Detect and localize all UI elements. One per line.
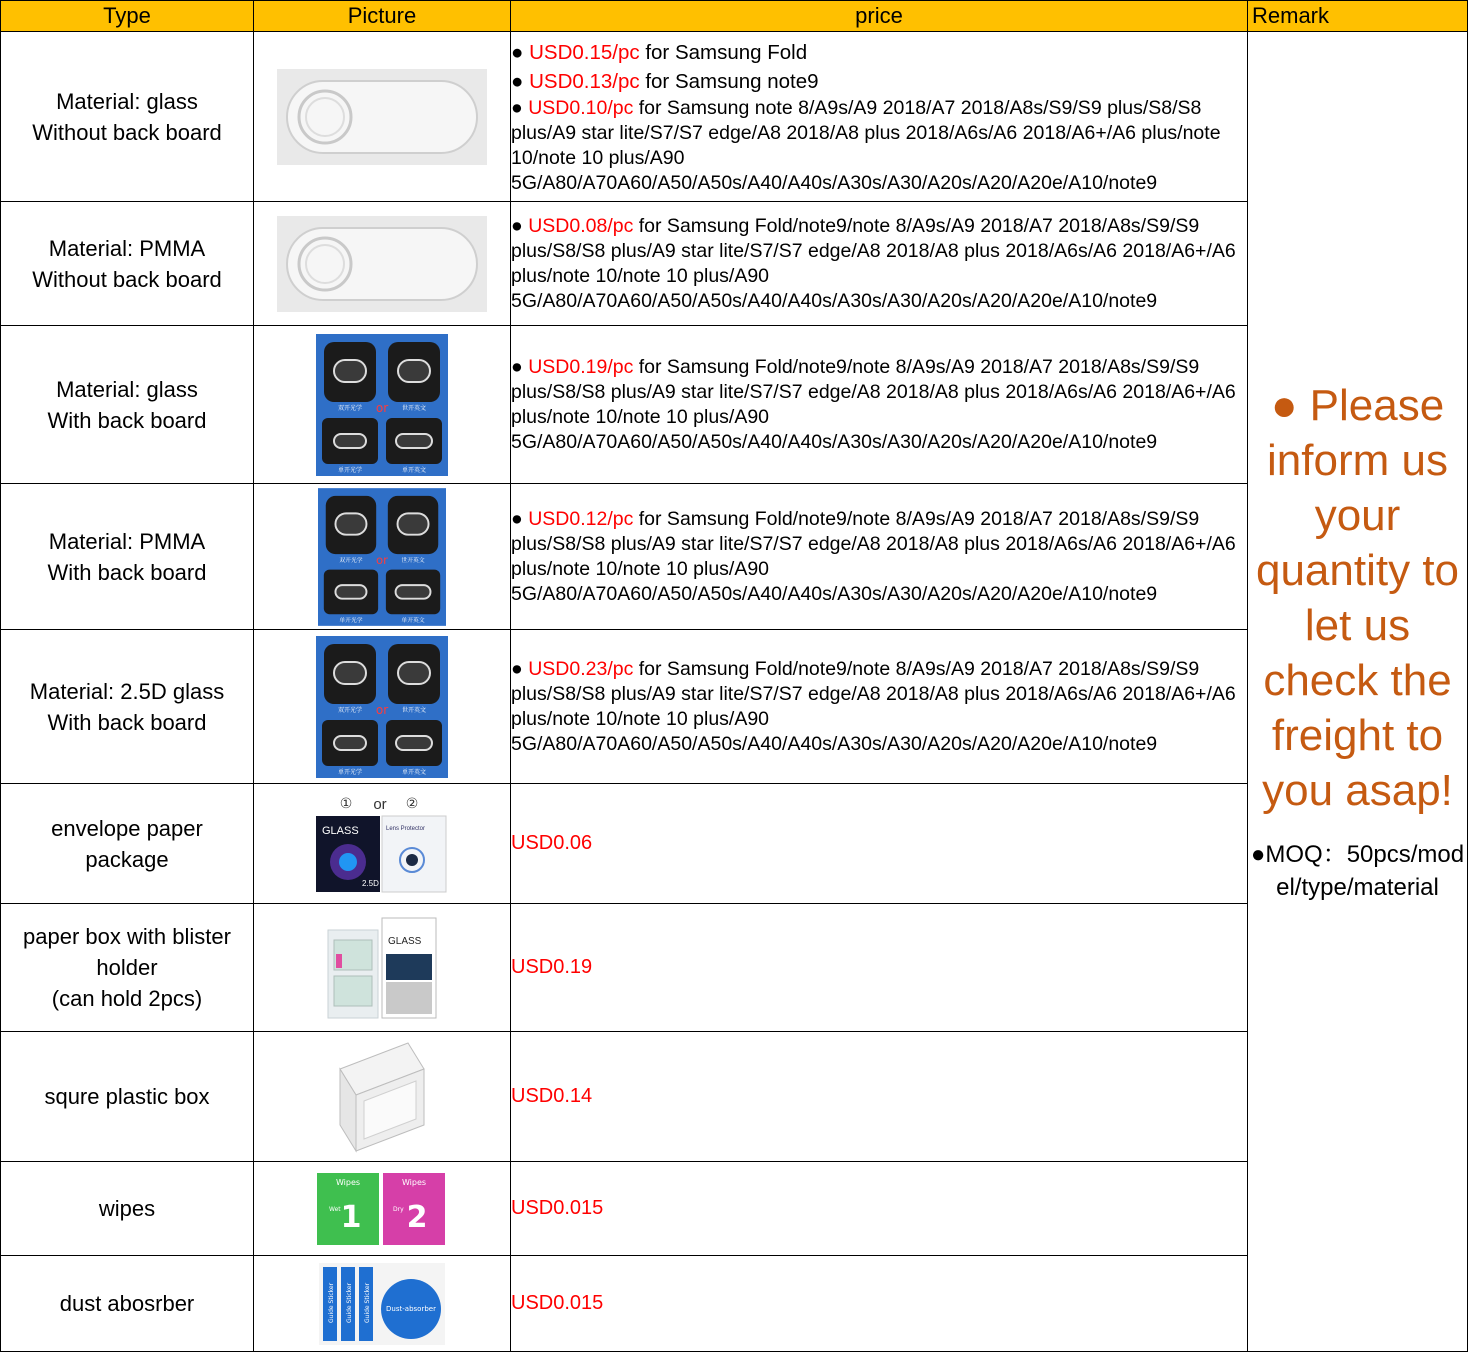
type-cell [1, 1162, 254, 1256]
lens-film-glass-image [277, 69, 487, 165]
price-cell [511, 484, 1248, 630]
table-row [1, 484, 1468, 630]
lens-film-pmma-image [277, 216, 487, 312]
back-board-pmma-image [318, 487, 446, 627]
picture-cell [254, 630, 511, 784]
svg-text:Dry: Dry [393, 1205, 404, 1213]
table-row [1, 630, 1468, 784]
svg-text:Wipes: Wipes [401, 1177, 427, 1187]
picture-cell [254, 1162, 511, 1256]
type-line: With back board [47, 559, 207, 585]
back-board-25d-glass-image [316, 636, 448, 778]
type-line: With back board [47, 407, 207, 433]
picture-cell [254, 32, 511, 202]
plastic-box-image [334, 1039, 430, 1155]
picture-cell [254, 1032, 511, 1162]
svg-text:Dust-absorber: Dust-absorber [386, 1304, 436, 1313]
svg-text:Guide Sticker: Guide Sticker [328, 1282, 335, 1323]
price-cell [511, 1162, 1248, 1256]
svg-text:2: 2 [406, 1199, 428, 1235]
svg-text:双开光学: 双开光学 [337, 706, 363, 714]
type-line: Material: PMMA [48, 528, 206, 554]
type-cell [1, 484, 254, 630]
price-value: USD0.19 [511, 956, 593, 978]
svg-text:or: or [376, 552, 388, 567]
price-line: ● USD0.10/pc for Samsung note 8/A9s/A9 2018/A7 2018/A8s/S9/S9 plus/S8/S8 plus/A9 star lite/S7/S7 edge/A8 2018/A8 plus 2018/A6s/A6 2018/A6+/A6 plus/note 10/note 10 plus/A90 5G/A80/A70A60/A50/A50s/A40/A40s/A30s/A30/A20s/A20/A20e/A10/note9 [511, 96, 1221, 194]
svg-text:②: ② [405, 795, 419, 812]
remark-message: ● Please inform us your quantity to let us check the freight to you asap! [1255, 381, 1460, 815]
price-line: ● USD0.12/pc for Samsung Fold/note9/note 8/A9s/A9 2018/A7 2018/A8s/S9/S9 plus/S8/S8 plus/A9 star lite/S7/S7 edge/A8 2018/A8 plus 2018/A6s/A6 2018/A6+/A6 plus/note 10/note 10 plus/A90 5G/A80/A70A60/A50/A50s/A40/A40s/A30s/A30/A20s/A20/A20e/A10/note9 [511, 507, 1236, 605]
type-line: paper box with blister [23, 924, 231, 949]
remark-cell [1248, 32, 1468, 1352]
type-line: package [85, 846, 169, 872]
price-cell [511, 904, 1248, 1032]
price-line: ● USD0.13/pc for Samsung note9 [511, 69, 819, 93]
type-cell [1, 202, 254, 326]
svg-text:单开英文: 单开英文 [401, 617, 425, 624]
price-value: USD0.15/pc [529, 40, 640, 64]
table-row [1, 202, 1468, 326]
type-cell [1, 326, 254, 484]
table-row [1, 1162, 1468, 1256]
type-cell [1, 1032, 254, 1162]
paper-box-blister-image [324, 914, 440, 1022]
price-value: USD0.015 [511, 1197, 604, 1219]
type-line: Material: 2.5D glass [29, 678, 225, 704]
price-cell [511, 32, 1248, 202]
envelope-package-image [312, 794, 452, 894]
table-row [1, 1032, 1468, 1162]
type-line: (can hold 2pcs) [51, 986, 203, 1011]
svg-text:Lens Protector: Lens Protector [386, 825, 426, 832]
price-line: ● USD0.15/pc for Samsung Fold [511, 40, 808, 64]
price-value: USD0.13/pc [529, 69, 640, 93]
svg-text:单开光学: 单开光学 [339, 617, 363, 624]
type-cell [1, 32, 254, 202]
svg-text:Guide Sticker: Guide Sticker [346, 1282, 353, 1323]
picture-cell [254, 1256, 511, 1352]
header-picture: Picture [254, 1, 511, 32]
header-remark: Remark [1248, 1, 1468, 32]
type-line: Material: glass [56, 376, 198, 402]
price-cell [511, 202, 1248, 326]
wipes-image [317, 1171, 447, 1247]
svg-text:世开英文: 世开英文 [401, 404, 427, 412]
table-row [1, 326, 1468, 484]
picture-cell [254, 904, 511, 1032]
picture-cell [254, 784, 511, 904]
svg-text:单开英文: 单开英文 [401, 768, 427, 776]
table-row [1, 1256, 1468, 1352]
svg-text:单开光学: 单开光学 [337, 466, 363, 474]
type-line: envelope paper [51, 815, 203, 841]
svg-text:GLASS: GLASS [322, 824, 359, 837]
price-value: USD0.14 [511, 1085, 593, 1107]
type-cell [1, 1256, 254, 1352]
svg-text:Guide Sticker: Guide Sticker [364, 1282, 371, 1323]
price-value: USD0.10/pc [528, 96, 634, 119]
header-price: price [511, 1, 1248, 32]
price-cell [511, 1256, 1248, 1352]
svg-text:GLASS: GLASS [388, 935, 422, 947]
type-line: Without back board [32, 119, 222, 145]
svg-text:世开英文: 世开英文 [401, 557, 425, 564]
table-row [1, 904, 1468, 1032]
price-cell [511, 630, 1248, 784]
picture-cell [254, 484, 511, 630]
price-cell [511, 326, 1248, 484]
svg-text:世开英文: 世开英文 [401, 706, 427, 714]
header-type: Type [1, 1, 254, 32]
svg-text:①: ① [339, 795, 353, 812]
table-row [1, 32, 1468, 202]
svg-text:Wipes: Wipes [335, 1177, 361, 1187]
price-value: USD0.12/pc [528, 507, 634, 530]
svg-text:2.5D: 2.5D [362, 878, 379, 888]
svg-text:or: or [373, 795, 387, 813]
price-cell [511, 784, 1248, 904]
type-cell [1, 784, 254, 904]
picture-cell [254, 326, 511, 484]
type-line: wipes [98, 1196, 156, 1221]
price-cell [511, 1032, 1248, 1162]
svg-text:1: 1 [340, 1199, 362, 1235]
price-value: USD0.06 [511, 832, 593, 854]
svg-text:or: or [375, 702, 389, 717]
price-value: USD0.08/pc [528, 214, 634, 237]
svg-text:双开光学: 双开光学 [339, 557, 363, 564]
picture-cell [254, 202, 511, 326]
type-line: Material: glass [56, 88, 198, 114]
svg-text:Wet: Wet [329, 1205, 341, 1213]
type-line: squre plastic box [44, 1084, 210, 1109]
type-line: holder [96, 955, 158, 980]
remark-moq: ●MOQ：50pcs/model/type/material [1250, 841, 1465, 901]
price-line: ● USD0.19/pc for Samsung Fold/note9/note 8/A9s/A9 2018/A7 2018/A8s/S9/S9 plus/S8/S8 plus/A9 star lite/S7/S7 edge/A8 2018/A8 plus 2018/A6s/A6 2018/A6+/A6 plus/note 10/note 10 plus/A90 5G/A80/A70A60/A50/A50s/A40/A40s/A30s/A30/A20s/A20/A20e/A10/note9 [511, 355, 1236, 453]
type-cell [1, 630, 254, 784]
back-board-glass-image [316, 334, 448, 476]
header-row [1, 1, 1468, 32]
svg-text:单开英文: 单开英文 [401, 466, 427, 474]
price-value: USD0.23/pc [528, 657, 634, 680]
svg-text:单开光学: 单开光学 [337, 768, 363, 776]
type-line: dust abosrber [59, 1291, 195, 1316]
price-line: ● USD0.08/pc for Samsung Fold/note9/note 8/A9s/A9 2018/A7 2018/A8s/S9/S9 plus/S8/S8 plus/A9 star lite/S7/S7 edge/A8 2018/A8 plus 2018/A6s/A6 2018/A6+/A6 plus/note 10/note 10 plus/A90 5G/A80/A70A60/A50/A50s/A40/A40s/A30s/A30/A20s/A20/A20e/A10/note9 [511, 214, 1236, 312]
type-line: With back board [47, 709, 207, 735]
type-line: Material: PMMA [48, 235, 206, 261]
svg-text:or: or [375, 400, 389, 415]
price-value: USD0.19/pc [528, 355, 634, 378]
table-row [1, 784, 1468, 904]
type-line: Without back board [32, 266, 222, 292]
dust-absorber-image [319, 1263, 445, 1345]
price-line: ● USD0.23/pc for Samsung Fold/note9/note 8/A9s/A9 2018/A7 2018/A8s/S9/S9 plus/S8/S8 plus/A9 star lite/S7/S7 edge/A8 2018/A8 plus 2018/A6s/A6 2018/A6+/A6 plus/note 10/note 10 plus/A90 5G/A80/A70A60/A50/A50s/A40/A40s/A30s/A30/A20s/A20/A20e/A10/note9 [511, 657, 1236, 755]
price-value: USD0.015 [511, 1292, 604, 1314]
svg-text:双开光学: 双开光学 [337, 404, 363, 412]
type-cell [1, 904, 254, 1032]
